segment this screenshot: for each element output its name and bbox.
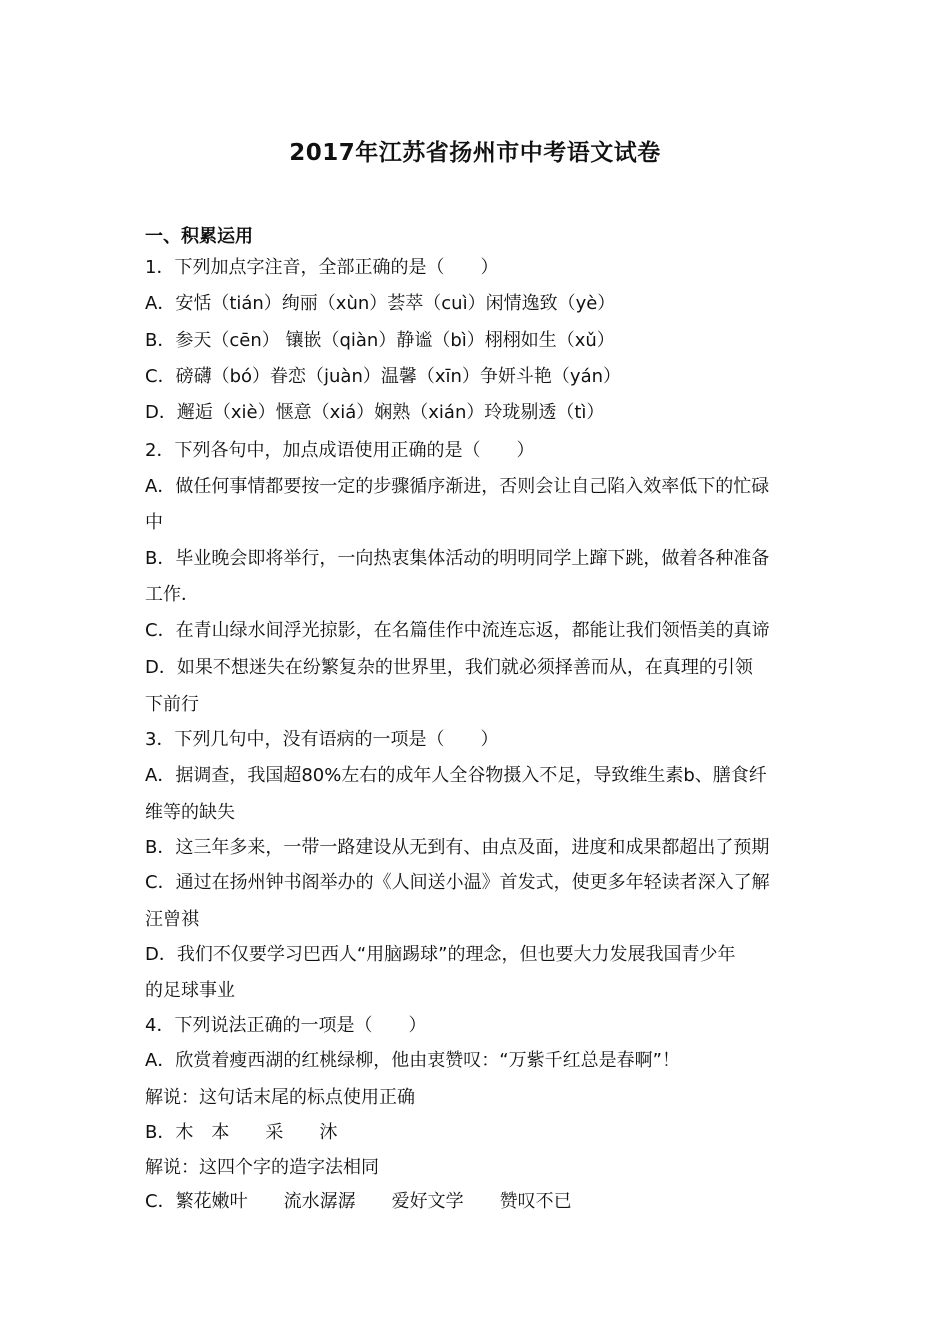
question-1-option-c: C．磅礴（bó）眷恋（juàn）温馨（xīn）争妍斗艳（yán）: [145, 366, 622, 387]
question-2-option-a-cont: 中: [145, 512, 163, 533]
section-heading: 一、积累运用: [145, 226, 253, 247]
question-2-option-a: A．做任何事情都要按一定的步骤循序渐进，否则会让自己陷入效率低下的忙碌: [145, 476, 770, 497]
question-2-option-c: C．在青山绿水间浮光掠影，在名篇佳作中流连忘返，都能让我们领悟美的真谛: [145, 620, 770, 641]
question-1-stem: 1．下列加点字注音，全部正确的是（ ）: [145, 257, 499, 278]
question-4-option-b: B．木 本 采 沐: [145, 1122, 338, 1143]
question-4-option-b-note: 解说：这四个字的造字法相同: [145, 1157, 379, 1178]
question-3-option-d-cont: 的足球事业: [145, 980, 235, 1001]
question-2-stem: 2．下列各句中，加点成语使用正确的是（ ）: [145, 440, 535, 461]
question-4-option-a: A．欣赏着瘦西湖的红桃绿柳，他由衷赞叹：“万紫千红总是春啊”！: [145, 1050, 680, 1071]
question-1-option-a: A．安恬（tián）绚丽（xùn）荟萃（cuì）闲情逸致（yè）: [145, 293, 616, 314]
question-1-option-b: B．参天（cēn） 镶嵌（qiàn）静谧（bì）栩栩如生（xǔ）: [145, 330, 615, 351]
question-3-option-d: D．我们不仅要学习巴西人“用脑踢球”的理念，但也要大力发展我国青少年: [145, 944, 736, 965]
question-3-option-a: A．据调查，我国超80%左右的成年人全谷物摄入不足，导致维生素b、膳食纤: [145, 765, 767, 786]
question-3-option-c-cont: 汪曾祺: [145, 909, 199, 930]
question-3-option-c: C．通过在扬州钟书阁举办的《人间送小温》首发式，使更多年轻读者深入了解: [145, 872, 770, 893]
question-1-option-d: D．邂逅（xiè）惬意（xiá）娴熟（xián）玲珑剔透（tì）: [145, 402, 605, 423]
question-4-option-a-note: 解说：这句话末尾的标点使用正确: [145, 1087, 415, 1108]
question-3-option-a-cont: 维等的缺失: [145, 802, 235, 823]
question-4-stem: 4．下列说法正确的一项是（ ）: [145, 1015, 427, 1036]
question-2-option-d-cont: 下前行: [145, 694, 199, 715]
question-2-option-b-cont: 工作．: [145, 584, 199, 605]
question-4-option-c: C．繁花嫩叶 流水潺潺 爱好文学 赞叹不已: [145, 1191, 572, 1212]
question-3-option-b: B．这三年多来，一带一路建设从无到有、由点及面，进度和成果都超出了预期: [145, 837, 770, 858]
question-3-stem: 3．下列几句中，没有语病的一项是（ ）: [145, 729, 499, 750]
question-2-option-d: D．如果不想迷失在纷繁复杂的世界里，我们就必须择善而从，在真理的引领: [145, 657, 753, 678]
page-title: 2017年江苏省扬州市中考语文试卷: [289, 140, 661, 166]
question-2-option-b: B．毕业晚会即将举行，一向热衷集体活动的明明同学上蹿下跳，做着各种准备: [145, 548, 770, 569]
